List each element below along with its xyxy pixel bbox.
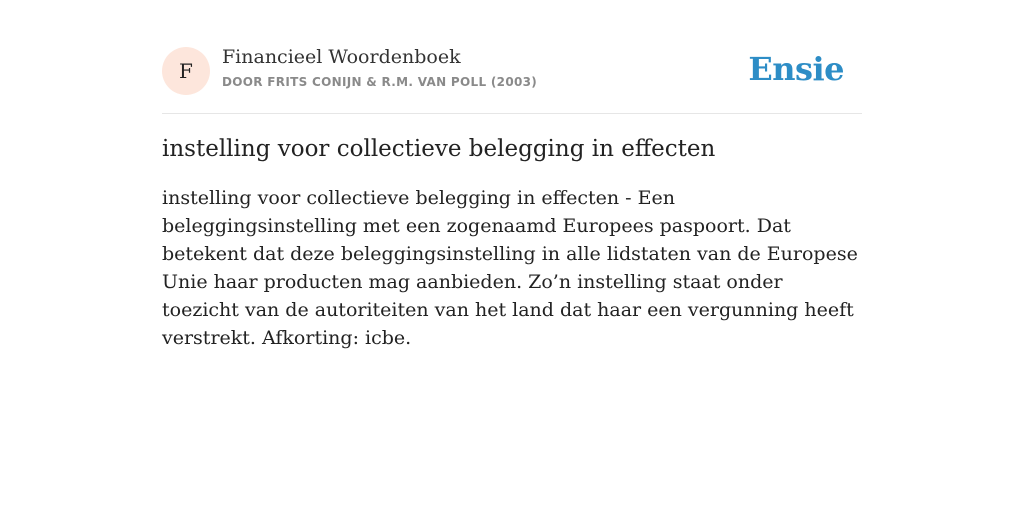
entry-definition: instelling voor collectieve belegging in effecten - Een beleggingsinstelling met een zogenaamd Europees paspoort. Dat betekent dat deze beleggingsinstelling in alle lidstaten van de Europese Unie haar producten mag aanbieden. Zo’n instelling staat onder toezicht van de autoriteiten van het land dat haar een vergunning heeft verstrekt. Afkorting: icbe. [162, 187, 858, 349]
definition-card [162, 46, 862, 352]
source-header [162, 46, 862, 114]
brand-logo[interactable]: Ensie [748, 50, 844, 88]
entry-term: instelling voor collectieve belegging in effecten [162, 136, 716, 162]
source-author: DOOR FRITS CONIJN & R.M. VAN POLL (2003) [222, 75, 538, 89]
source-avatar: F [162, 47, 210, 95]
source-title[interactable]: Financieel Woordenboek [222, 46, 461, 68]
